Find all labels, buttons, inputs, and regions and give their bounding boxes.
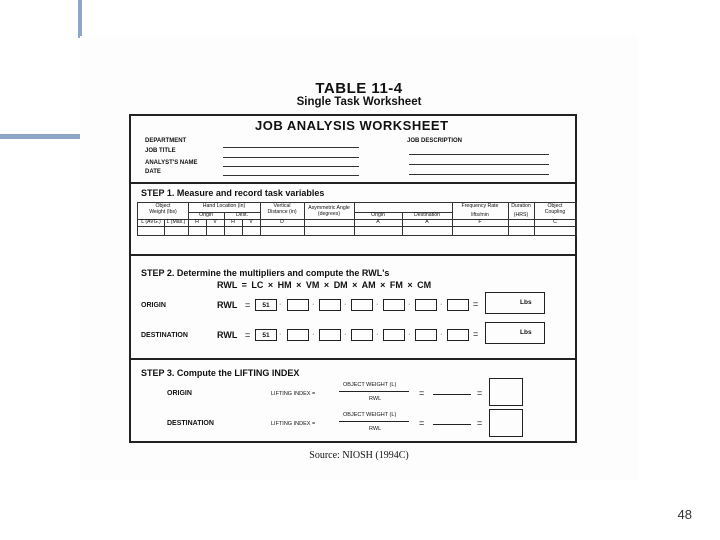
cm-origin[interactable]: [447, 299, 469, 311]
rwl-destination-label: RWL: [217, 330, 238, 340]
vm-destination[interactable]: [319, 329, 341, 341]
dm-destination[interactable]: [351, 329, 373, 341]
section-divider: [131, 182, 575, 184]
sub-a-dest: A: [425, 219, 429, 225]
li-destination-label: LIFTING INDEX =: [271, 421, 316, 427]
step2-origin-label: ORIGIN: [141, 302, 166, 309]
hm-origin[interactable]: [287, 299, 309, 311]
col-asym-destination: Destination: [414, 212, 440, 218]
sub-d: D: [280, 219, 284, 225]
date-label: DATE: [145, 169, 161, 175]
section-divider: [131, 254, 575, 256]
sub-a-origin: A: [376, 219, 380, 225]
rwl-formula: RWL = LC × HM × VM × DM × AM × FM × CM: [217, 280, 432, 290]
li-origin-label: LIFTING INDEX =: [271, 391, 316, 397]
li-destination-denominator: RWL: [369, 426, 382, 432]
sub-c: C: [553, 219, 557, 225]
source-citation: Source: NIOSH (1994C): [309, 450, 409, 461]
analyst-label: ANALYST'S NAME: [145, 160, 198, 166]
li-origin-result[interactable]: [489, 378, 523, 406]
job-title-field[interactable]: [223, 157, 359, 158]
form-title: JOB ANALYSIS WORKSHEET: [255, 118, 449, 133]
step3-origin-label: ORIGIN: [167, 390, 192, 397]
dm-origin[interactable]: [351, 299, 373, 311]
col-vertical-distance: Vertical Distance (in): [267, 203, 297, 215]
col-hand-location: Hand Location (in): [202, 203, 246, 209]
sub-v-dest: V: [249, 219, 253, 225]
department-field[interactable]: [223, 147, 359, 148]
col-hand-origin: Origin: [199, 212, 213, 218]
step2-title: STEP 2. Determine the multipliers and compute the RWL's: [141, 268, 390, 278]
step1-title: STEP 1. Measure and record task variables: [141, 188, 325, 198]
rwl-origin-result[interactable]: [485, 292, 545, 314]
section-divider: [131, 358, 575, 360]
lc-origin: 51: [255, 299, 277, 311]
hm-destination[interactable]: [287, 329, 309, 341]
sub-duration-unit: (HRS): [513, 212, 529, 218]
col-object-weight: Object Weight (lbs): [149, 203, 177, 215]
col-duration: Duration: [511, 203, 531, 209]
li-origin-numerator: OBJECT WEIGHT (L): [343, 382, 397, 388]
page-number: 48: [677, 507, 692, 522]
step3-title: STEP 3. Compute the LIFTING INDEX: [141, 368, 300, 378]
department-label: DEPARTMENT: [145, 138, 187, 144]
job-description-line-2[interactable]: [409, 164, 549, 165]
step3-destination-label: DESTINATION: [167, 420, 214, 427]
vm-origin[interactable]: [319, 299, 341, 311]
sub-f: F: [478, 219, 482, 225]
li-origin-denominator: RWL: [369, 396, 382, 402]
accent-bar-vertical: [78, 0, 82, 38]
fm-destination[interactable]: [415, 329, 437, 341]
job-title-label: JOB TITLE: [145, 148, 176, 154]
sub-h-origin: H: [195, 219, 199, 225]
li-destination-result[interactable]: [489, 409, 523, 437]
accent-bar-horizontal: [0, 134, 80, 139]
job-description-line-1[interactable]: [409, 154, 549, 155]
rwl-destination-result[interactable]: [485, 322, 545, 344]
job-description-line-3[interactable]: [409, 174, 549, 175]
col-frequency-rate: Frequency Rate: [461, 203, 499, 209]
sub-l-max: L (Max.): [166, 219, 186, 225]
am-origin[interactable]: [383, 299, 405, 311]
sub-v-origin: V: [213, 219, 217, 225]
rwl-origin-label: RWL: [217, 300, 238, 310]
job-description-label: JOB DESCRIPTION: [407, 138, 463, 144]
worksheet-scan: [80, 36, 638, 480]
worksheet-frame: JOB ANALYSIS WORKSHEET DEPARTMENT JOB TITLE ANALYST'S NAME DATE JOB DESCRIPTION STEP 1. Measure and record task variables Object Weight (lbs) Hand Location (in) Origin Dest. Vertical Distance (in) Asymmetric Angle (degrees) Origin Destination Frequency Rate Duration Object Coupling L (AVG.) L (Max.) H V H V D A A lifts/min F (HRS) C STEP 2. Determine the multipliers and compute the RWL's RWL = LC × HM × VM × DM × AM × FM × CM ORIGIN RWL = 51 · · · · · · = Lbs DESTINATION RWL = 51 · · · · · · = Lbs STEP 3. Compute the LIFTING INDEX ORIGIN LIFTING INDEX = OBJECT WEIGHT (L) RWL = = DESTINATION LIFTING INDEX = OBJECT WEIGHT (L) RWL = =: [129, 114, 577, 443]
sub-h-dest: H: [231, 219, 235, 225]
task-variables-table: [137, 202, 577, 236]
table-subtitle: Single Task Worksheet: [296, 96, 422, 108]
col-asym-origin: Origin: [371, 212, 385, 218]
table-number: TABLE 11-4: [315, 80, 403, 97]
col-asymmetric-angle: Asymmetric Angle (degrees): [308, 205, 350, 217]
sub-l-avg: L (AVG.): [141, 219, 161, 225]
rwl-origin-units: Lbs: [520, 299, 532, 306]
col-object-coupling: Object Coupling: [544, 203, 566, 215]
sub-freq-unit: lifts/min: [471, 212, 489, 218]
step2-destination-label: DESTINATION: [141, 332, 188, 339]
analyst-field[interactable]: [223, 166, 359, 167]
date-field[interactable]: [223, 175, 359, 176]
li-destination-numerator: OBJECT WEIGHT (L): [343, 412, 397, 418]
rwl-destination-units: Lbs: [520, 329, 532, 336]
fm-origin[interactable]: [415, 299, 437, 311]
cm-destination[interactable]: [447, 329, 469, 341]
col-hand-dest: Dest.: [235, 212, 249, 218]
am-destination[interactable]: [383, 329, 405, 341]
lc-destination: 51: [255, 329, 277, 341]
